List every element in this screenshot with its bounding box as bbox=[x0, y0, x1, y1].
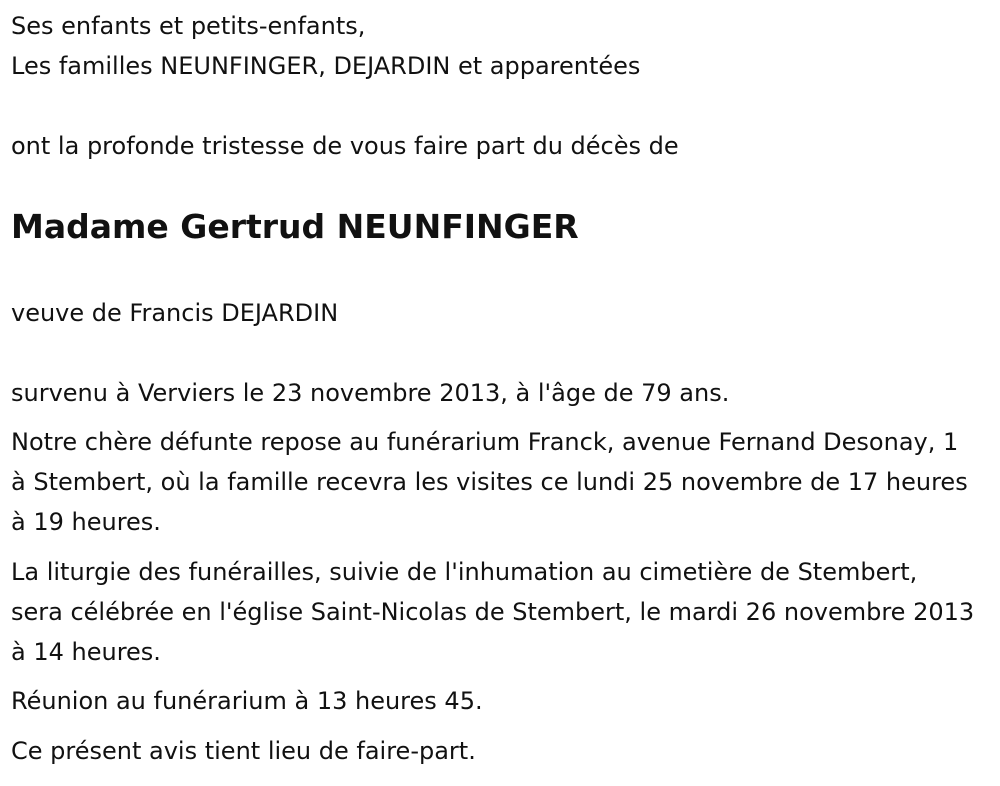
deceased-name: Madame Gertrud NEUNFINGER bbox=[11, 207, 579, 246]
notice-paragraph: Ce présent avis tient lieu de faire-part. bbox=[11, 737, 476, 765]
funerarium-paragraph: Notre chère défunte repose au funérarium Franck, avenue Fernand Desonay, 1 à Stembert, où la famille recevra les visites ce lundi 25 novembre de 17 heures à 19 heures. bbox=[11, 428, 968, 536]
widow-of-text: veuve de Francis DEJARDIN bbox=[11, 299, 339, 327]
meeting-paragraph: Réunion au funérarium à 13 heures 45. bbox=[11, 687, 483, 715]
family-line-children: Ses enfants et petits-enfants, bbox=[11, 12, 366, 40]
liturgy-paragraph: La liturgie des funérailles, suivie de l'inhumation au cimetière de Stembert, sera célébrée en l'église Saint-Nicolas de Stembert, le mardi 26 novembre 2013 à 14 heures. bbox=[11, 558, 975, 666]
death-info-text: survenu à Verviers le 23 novembre 2013, à l'âge de 79 ans. bbox=[11, 379, 730, 407]
announcement-text: ont la profonde tristesse de vous faire part du décès de bbox=[11, 132, 679, 160]
family-line-families: Les familles NEUNFINGER, DEJARDIN et apparentées bbox=[11, 52, 641, 80]
